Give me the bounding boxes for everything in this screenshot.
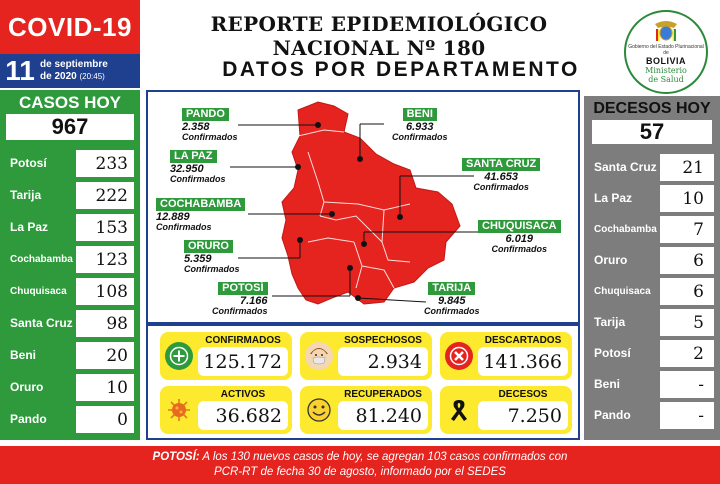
deaths-row-oruro xyxy=(590,247,714,274)
smiley-icon xyxy=(305,396,333,424)
covid-badge: COVID-19 xyxy=(0,0,140,54)
department-subtitle: DATOS POR DEPARTAMENTO xyxy=(222,58,580,81)
row-name: Beni xyxy=(594,377,621,391)
map-label-beni xyxy=(392,104,448,142)
cases-row-tarija xyxy=(6,182,134,209)
masked-face-icon xyxy=(305,342,333,370)
dept-name: TARIJA xyxy=(428,282,475,295)
row-value: 153 xyxy=(76,214,134,241)
map-label-santa-cruz xyxy=(462,154,540,192)
row-value: 233 xyxy=(76,150,134,177)
map-label-pando xyxy=(182,104,238,142)
deaths-today-total: 57 xyxy=(592,120,712,144)
logo-country: BOLIVIA xyxy=(645,56,686,66)
dept-value: 41.653 xyxy=(484,171,518,183)
dept-value: 2.358 xyxy=(182,121,210,133)
map-label-potosi xyxy=(212,278,268,316)
row-name: Santa Cruz xyxy=(594,160,657,174)
dept-confirmed-label: Confirmados xyxy=(182,132,238,142)
stat-label: CONFIRMADOS xyxy=(205,335,281,346)
stat-decesos xyxy=(440,386,572,434)
cases-row-potosi xyxy=(6,150,134,177)
dept-value: 7.166 xyxy=(239,295,268,307)
row-name: Cochabamba xyxy=(594,224,657,235)
row-value: 7 xyxy=(660,216,714,243)
dept-name: BENI xyxy=(403,108,437,121)
row-name: Chuquisaca xyxy=(594,286,651,297)
dept-value: 5.359 xyxy=(184,253,212,265)
footer-line1: A los 130 nuevos casos de hoy, se agregan 103 casos confirmados con xyxy=(199,451,568,463)
stat-sospechosos xyxy=(300,332,432,380)
deaths-today-title: DECESOS HOY xyxy=(593,100,711,117)
map-label-oruro xyxy=(184,236,240,274)
row-value: - xyxy=(660,402,714,429)
row-value: 20 xyxy=(76,342,134,369)
cases-row-beni xyxy=(6,342,134,369)
row-value: 6 xyxy=(660,247,714,274)
virus-icon xyxy=(165,396,193,424)
footer-note xyxy=(0,446,720,484)
stat-value: 7.250 xyxy=(478,401,568,430)
dept-confirmed-label: Confirmados xyxy=(491,244,548,254)
cases-today-panel xyxy=(0,90,140,440)
stat-label: DESCARTADOS xyxy=(484,335,562,346)
logo-government-line: Gobierno del Estado Plurinacional de xyxy=(628,44,704,56)
national-stats-panel xyxy=(146,324,580,440)
deaths-row-potosi xyxy=(590,340,714,367)
row-name: La Paz xyxy=(594,191,633,205)
stat-label: DECESOS xyxy=(498,389,548,400)
stat-value: 81.240 xyxy=(338,401,428,430)
map-label-chuquisaca xyxy=(478,216,561,254)
row-value: 123 xyxy=(76,246,134,273)
row-name: Chuquisaca xyxy=(10,286,67,297)
date-time: (20:45) xyxy=(79,72,105,81)
dept-confirmed-label: Confirmados xyxy=(424,306,480,316)
row-name: Cochabamba xyxy=(10,254,73,265)
cases-row-la-paz xyxy=(6,214,134,241)
row-value: 108 xyxy=(76,278,134,305)
dept-name: CHUQUISACA xyxy=(478,220,561,233)
row-value: 0 xyxy=(76,406,134,433)
dept-confirmed-label: Confirmados xyxy=(156,222,212,232)
coat-of-arms-icon xyxy=(653,20,679,42)
deaths-row-chuquisaca xyxy=(590,278,714,305)
stat-value: 141.366 xyxy=(478,347,568,376)
dept-value: 6.019 xyxy=(505,233,534,245)
dept-value: 12.889 xyxy=(156,211,190,223)
row-value: 5 xyxy=(660,309,714,336)
dept-name: COCHABAMBA xyxy=(156,198,245,211)
ministry-logo xyxy=(624,10,708,94)
row-name: Tarija xyxy=(594,315,626,329)
stat-label: SOSPECHOSOS xyxy=(344,335,422,346)
map-label-tarija xyxy=(424,278,480,316)
deaths-row-la-paz xyxy=(590,185,714,212)
row-value: 10 xyxy=(660,185,714,212)
report-title: REPORTE EPIDEMIOLÓGICO NACIONAL Nº 180 xyxy=(210,12,548,60)
stat-value: 2.934 xyxy=(338,347,428,376)
logo-ministry-1: Ministerio xyxy=(645,66,687,75)
cases-row-chuquisaca xyxy=(6,278,134,305)
cases-today-title: CASOS HOY xyxy=(18,93,122,112)
stat-label: RECUPERADOS xyxy=(344,389,422,400)
row-name: Pando xyxy=(10,412,47,426)
row-name: Pando xyxy=(594,408,631,422)
footer-line2: PCR-RT de fecha 30 de agosto, informado por el SEDES xyxy=(214,466,506,478)
deaths-row-pando xyxy=(590,402,714,429)
stat-value: 125.172 xyxy=(198,347,288,376)
row-name: Potosí xyxy=(10,156,47,170)
map-label-cochabamba xyxy=(156,194,245,232)
dept-name: POTOSÍ xyxy=(218,282,267,295)
plus-icon xyxy=(165,342,193,370)
deaths-row-santa-cruz xyxy=(590,154,714,181)
date-month: de septiembre xyxy=(40,59,108,70)
row-value: 21 xyxy=(660,154,714,181)
dept-name: LA PAZ xyxy=(170,150,217,163)
dept-confirmed-label: Confirmados xyxy=(473,182,529,192)
mourning-ribbon-icon xyxy=(445,396,473,424)
row-name: Santa Cruz xyxy=(10,316,73,330)
cases-row-cochabamba xyxy=(6,246,134,273)
row-name: Oruro xyxy=(10,380,44,394)
row-name: Beni xyxy=(10,348,37,362)
deaths-row-beni xyxy=(590,371,714,398)
row-value: - xyxy=(660,371,714,398)
deaths-row-tarija xyxy=(590,309,714,336)
dept-name: ORURO xyxy=(184,240,233,253)
deaths-today-panel xyxy=(584,96,720,440)
dept-value: 6.933 xyxy=(405,121,434,133)
dept-name: PANDO xyxy=(182,108,229,121)
cases-row-pando xyxy=(6,406,134,433)
dept-confirmed-label: Confirmados xyxy=(392,132,448,142)
dept-confirmed-label: Confirmados xyxy=(184,264,240,274)
row-name: La Paz xyxy=(10,220,49,234)
stat-recuperados xyxy=(300,386,432,434)
row-name: Tarija xyxy=(10,188,42,202)
date-text xyxy=(40,59,108,83)
report-date xyxy=(0,54,140,88)
dept-value: 9.845 xyxy=(437,295,466,307)
row-name: Oruro xyxy=(594,253,628,267)
cases-row-oruro xyxy=(6,374,134,401)
row-value: 2 xyxy=(660,340,714,367)
stat-label: ACTIVOS xyxy=(220,389,266,400)
dept-value: 32.950 xyxy=(170,163,204,175)
close-icon xyxy=(445,342,473,370)
row-name: Potosí xyxy=(594,346,631,360)
stat-descartados xyxy=(440,332,572,380)
department-map-panel xyxy=(146,90,580,324)
logo-ministry-2: de Salud xyxy=(648,75,684,84)
cases-today-total: 967 xyxy=(6,114,134,140)
dept-confirmed-label: Confirmados xyxy=(212,306,268,316)
row-value: 98 xyxy=(76,310,134,337)
cases-row-santa-cruz xyxy=(6,310,134,337)
stat-activos xyxy=(160,386,292,434)
stat-confirmados xyxy=(160,332,292,380)
stat-value: 36.682 xyxy=(198,401,288,430)
deaths-row-cochabamba xyxy=(590,216,714,243)
date-day: 11 xyxy=(5,55,35,86)
dept-confirmed-label: Confirmados xyxy=(170,174,226,184)
row-value: 222 xyxy=(76,182,134,209)
date-year: de 2020 xyxy=(40,71,77,82)
map-label-la-paz xyxy=(170,146,226,184)
row-value: 6 xyxy=(660,278,714,305)
dept-name: SANTA CRUZ xyxy=(462,158,540,171)
row-value: 10 xyxy=(76,374,134,401)
footer-lead: POTOSÍ: xyxy=(152,451,200,463)
